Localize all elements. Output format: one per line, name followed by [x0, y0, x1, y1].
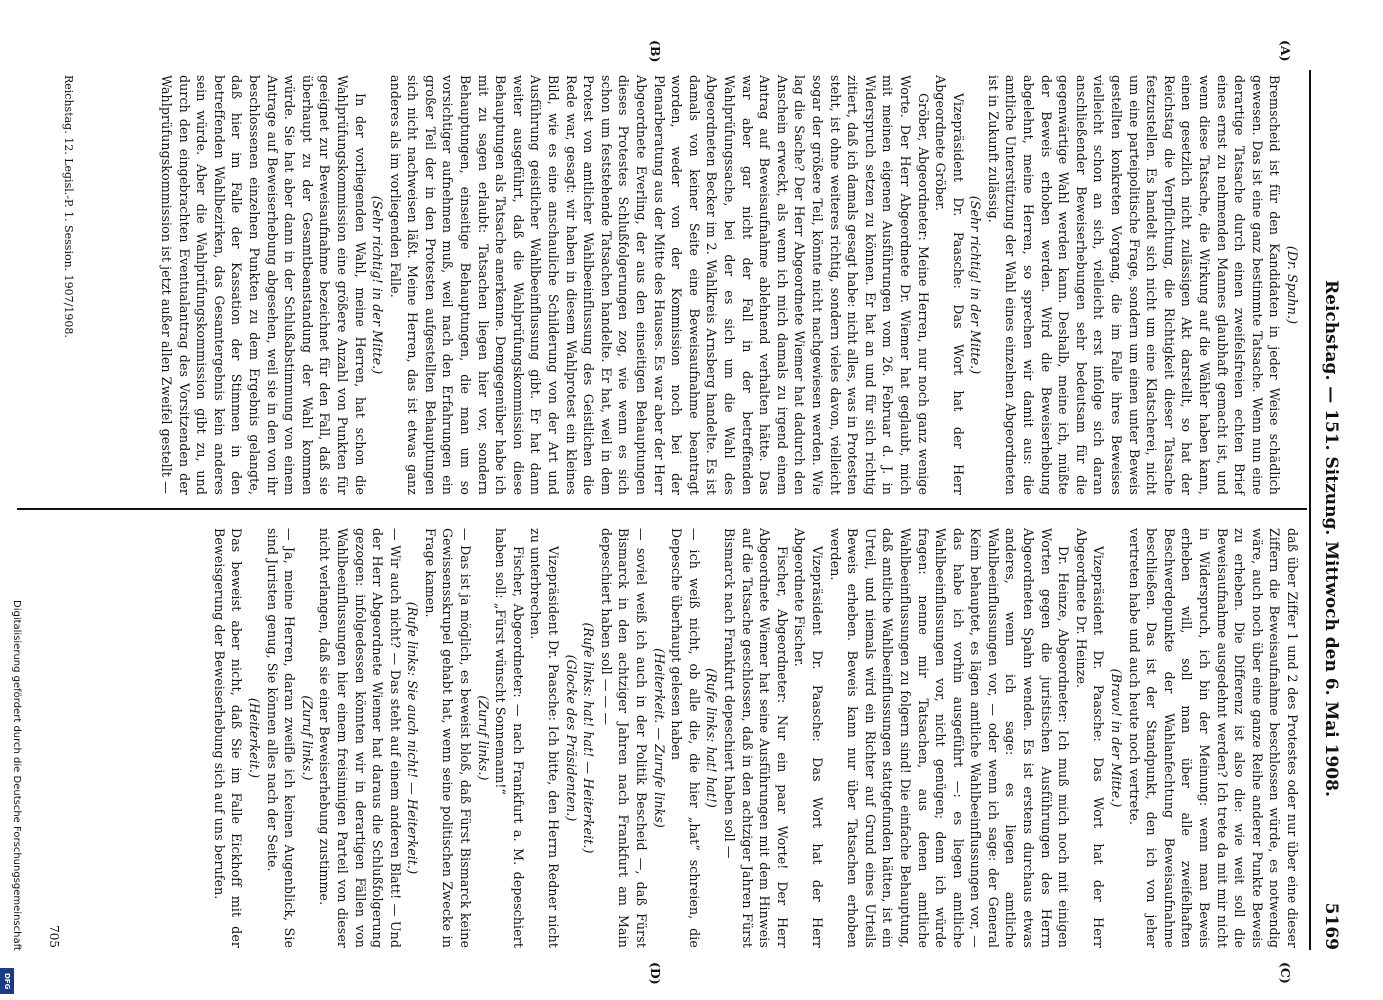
paragraph: In der vorliegenden Wahl, meine Herren, hat schon die Wahlprüfungskommission eine größere Anzahl von Punkten für geeignet zur Beweisaufnahme bezeichnet für den Fall, daß sie überhaupt zu der Gesamtbeanstandung der Wahl kommen würde. Sie hat aber dann in der Schlußabstimmung von einem Antrage auf Beweiserhebung abgesehen, weil sie in den von ihr beschlossenen einzelnen Punkten zu dem Ergebnis gelangte, daß hier im Falle der Kassation der Stimmen in den betreffenden Wahlbezirken, das Gesamtergebnis kein anderes sein würde. Aber die Wahlprüfungskommission gibt zu, und durch den eingebrachten Eventualantrag des Vorsitzenden der Wahlprüfungskommission ist jetzt außer allen Zweifel gestellt — — [159, 75, 368, 495]
stage-direction: (Bravo! in der Mitte.) — [1109, 668, 1125, 808]
stage-direction: (Zuruf links.) — [299, 695, 315, 781]
paragraph: Vizepräsident Dr. Paasche: Ich bitte, den Herrn Redner nicht zu unterbrechen. — [528, 528, 562, 948]
paragraph: Dr. Heinze, Abgeordneter: Ich muß mich noch mit einigen Worten gegen die juristischen Ausführungen des Herrn Abgeordneten Spahn wenden. Es ist erstens durchaus etwas anderes, wenn ich sage: es liegen amtliche Wahlbeeinflussungen vor, — oder wenn ich sage: der General Keim behauptet, es lägen amtliche Wahlbeeinflussungen vor, — das habe ich vorhin ausgeführt —: es liegen amtliche Wahlbeeinflussungen vor, nicht genügen; denn ich würde fragen: nenne mir Tatsachen, aus denen amtliche Wahlbeeinflussungen zu folgern sind! Die einfache Behauptung, daß amtliche Wahlbeeinflussungen stattgefunden hätten, ist ein Urteil, und niemals wird ein Richter auf Grund eines Urteils Beweis erheben. Beweis kann nur über Tatsachen erhoben werden. — [827, 528, 1072, 948]
stage-direction: (Zuruf links.) — [475, 695, 491, 781]
paragraph: daß über Ziffer 1 und 2 des Protestes oder nur über eine dieser Ziffern die Beweisaufnahme beschlossen würde, es notwendig wäre, auch noch über eine ganze Reihe anderer Punkte Beweis zu erheben. Die Differenz ist also die: wie weit soll die Beweisaufnahme ausgedehnt werden? Ich trete da mit mir nicht in Widerspruch, ich bin der Meinung: wenn man Beweis erheben will, soll man über alle zweifelhaften Beschwerdepunkte der Wahlanfechtung Beweisaufnahme beschließen. Das ist der Standpunkt, den ich von jeher vertreten habe und auch heute noch vertrete. — [1126, 528, 1300, 948]
left-column — [157, 75, 1301, 495]
dfg-logo-icon: DFG — [0, 968, 14, 994]
stage-direction: (Rufe links: hat! hat! — Heiterkeit.) — [581, 622, 597, 854]
paragraph: Bremscheid ist für den Kandidaten in jeder Weise schädlich gewesen. Das ist eine ganz bestimmte Tatsache. Wenn nun eine derartige Tatsache durch einen zweifelsfreien echten Brief eines ernst zu nehmenden Mannes glaubhaft gemacht ist, und wenn diese Tatsache, die Wirkung auf die Wähler haben kann, einen gesetzlich nicht zulässigen Akt darstellt, so hat der Reichstag die Verpflichtung, die Richtigkeit dieser Tatsache festzustellen. Es handelt sich nicht um eine Klatscherei, nicht um eine parteipolitische Frage, sondern um einen unter Beweis gestellten konkreten Vorgang, die im Falle ihres Beweises vielleicht schon an sich, vielleicht erst infolge sich daran anschließender Beweiserhebungen sehr bedeutsam für die gegenwärtige Wahl werden kann. Deshalb, meine ich, müßte der Beweis erhoben werden. Wird die Beweiserhebung abgelehnt, meine Herren, so sprechen wir damit aus: die amtliche Unterstützung der Wahl eines einzelnen Abgeordneten ist in Zukunft zulässig. — [985, 75, 1283, 495]
stage-direction: (Dr. Spahn.) — [1285, 245, 1300, 325]
stage-direction: (Sehr richtig! in der Mitte.) — [968, 195, 984, 375]
paragraph: — Wir auch nicht? — Das steht auf einem anderen Blatt! — Und der Herr Abgeordnete Wiemer hat daraus die Schlußfolgerung gezogen: infolgedessen könnten wir in derartigen Fällen von Wahlbeeinflussungen hier einem freisinnigen Parteil von dieser nicht verlangen, daß sie einer Beweiserhebung zustimme. — [317, 528, 403, 948]
paragraph: Das beweist aber nicht, daß Sie im Falle Eickhoff mit der Beweisgerung der Beweiserhebung sich auf uns berufen. — [211, 528, 245, 948]
right-column — [210, 528, 1301, 948]
stage-direction: (Glocke des Präsidenten.) — [563, 654, 579, 822]
margin-marker-c: (C) — [1278, 962, 1293, 984]
column-divider — [17, 508, 1307, 510]
stage-direction: (Heiterkeit. — Zurufe links) — [651, 648, 667, 828]
stage-direction: (Heiterkeit.) — [246, 697, 262, 779]
paragraph: Fischer, Abgeordneter: — nach Frankfurt a. M. depeschiert haben soll: „Fürst wünscht Sonnemann!“ — [493, 528, 526, 948]
stage-direction: (Rufe links: hat! hat!) — [704, 668, 720, 808]
paragraph: — soviel weiß ich auch in der Politik Bescheid —, daß Fürst Bismarck in den achtziger Jahren nach Frankfurt am Main depeschiert haben soll — — — — [598, 528, 650, 948]
paragraph: Fischer, Abgeordneter: Nur ein paar Worte! Der Herr Abgeordnete Wiemer hat seine Ausführungen mit dem Hinweis auf die Tatsache geschlossen, daß in den achtziger Jahren Fürst Bismarck nach Frankfurt depeschiert haben soll — — [722, 528, 790, 948]
paragraph: — Ja, meine Herren, daran zweifle ich keinen Augenblick, Sie sind Juristen genug, Sie können alles nach der Seite. — [264, 528, 298, 948]
footer-sheet-number: 705 — [47, 925, 61, 948]
digitization-credit: Digitalisierung gefördert durch die Deutsche Forschungsgemeinschaft — [11, 600, 22, 951]
margin-marker-d: (D) — [648, 962, 663, 985]
paragraph: Vizepräsident Dr. Paasche: Das Wort hat der Herr Abgeordnete Dr. Heinze. — [1073, 528, 1107, 948]
paragraph: Gröber, Abgeordneter: Meine Herren, nur noch ganz wenige Worte. Der Herr Abgeordnete Dr. Wiemer hat geglaubt, mich mit meinen eigenen Ausführungen vom 26. Februar d. J. in Widerspruch setzen zu können. Er hat an und für sich richtig zitiert, daß ich damals gesagt habe: nicht alles, was in Protesten steht, ist ohne weiteres richtig, sondern vieles davon, vielleicht sogar der größere Teil, könnte nicht nachgewiesen werden. Wie lag die Sache? Der Herr Abgeordnete Wiemer hat dadurch den Anschein erweckt, als wenn ich mich damals zu irgend einem Antrag auf Beweisaufnahme ablehnend verhalten hätte. Das war aber gar nicht der Fall in der betreffenden Wahlprüfungssache, bei der es sich um die Wahl des Abgeordneten Becker im 2. Wahlkreis Arnsberg handelte. Es ist damals von keiner Seite eine Beweisaufnahme beantragt worden, weder von der Kommission noch bei der Plenarberatung aus der Mitte des Hauses. Es war aber der Herr Abgeordnete Everling, der aus den einseitigen Behauptungen dieses Protestes Schlußfolgerungen zog, wie wenn es sich schon um feststehende Tatsachen handelte. Er hat, weil in dem Protest von amtlicher Wahlbeeinflussung des Geistlichen die Rede war, gesagt: wir haben in diesem Wahlprotest ein kleines Bild, wie es eine anschauliche Schilderung von der Art und Ausführung geistlicher Wahlbeeinflussung gibt. Er hat dann weiter ausgeführt, daß die Wahlprüfungskommission diese Behauptungen als Tatsache anerkenne. Demgegenüber habe ich mit zu sagen erlaubt: Tatsachen liegen hier vor, sondern Behauptungen, einseitige Behauptungen, die man um so vorsichtiger aufnehmen muß, weil nach den Erfahrungen ein großer Teil der in den Protesten aufgestellten Behauptungen sich nicht nachweisen läßt. Meine Herren, das ist etwas ganz anderes als im vorliegenden Falle. — [387, 75, 931, 496]
header-rule — [1309, 70, 1311, 950]
footer-session: Reichstag. 12. Legisl.-P. 1. Session. 1907/1908. — [62, 75, 75, 338]
margin-marker-b: (B) — [648, 40, 663, 63]
page-number: 5169 — [1321, 902, 1341, 950]
paragraph: — ich weiß nicht, ob alle die, die hier „hat“ schreien, die Depesche überhaupt gelesen haben — [669, 528, 702, 948]
stage-direction: (Sehr richtig! in der Mitte.) — [370, 195, 386, 375]
paragraph: — Das ist ja möglich, es beweist bloß, daß Fürst Bismarck keine Gewissensskrupel gehabt hat, wenn seine politischen Zwecke in Frage kamen. — [422, 528, 474, 948]
stage-direction: (Rufe links: Sie auch nicht! — Heiterkeit.) — [405, 601, 421, 875]
paragraph: Vizepräsident Dr. Paasche: Das Wort hat der Herr Abgeordnete Gröber. — [933, 75, 966, 495]
paragraph: Vizepräsident Dr. Paasche: Das Wort hat der Herr Abgeordnete Fischer. — [792, 528, 825, 948]
page-header — [1313, 70, 1341, 950]
page-title: Reichstag. — 151. Sitzung. Mittwoch den 6. Mai 1908. — [1321, 280, 1341, 797]
margin-marker-a: (A) — [1278, 40, 1293, 62]
